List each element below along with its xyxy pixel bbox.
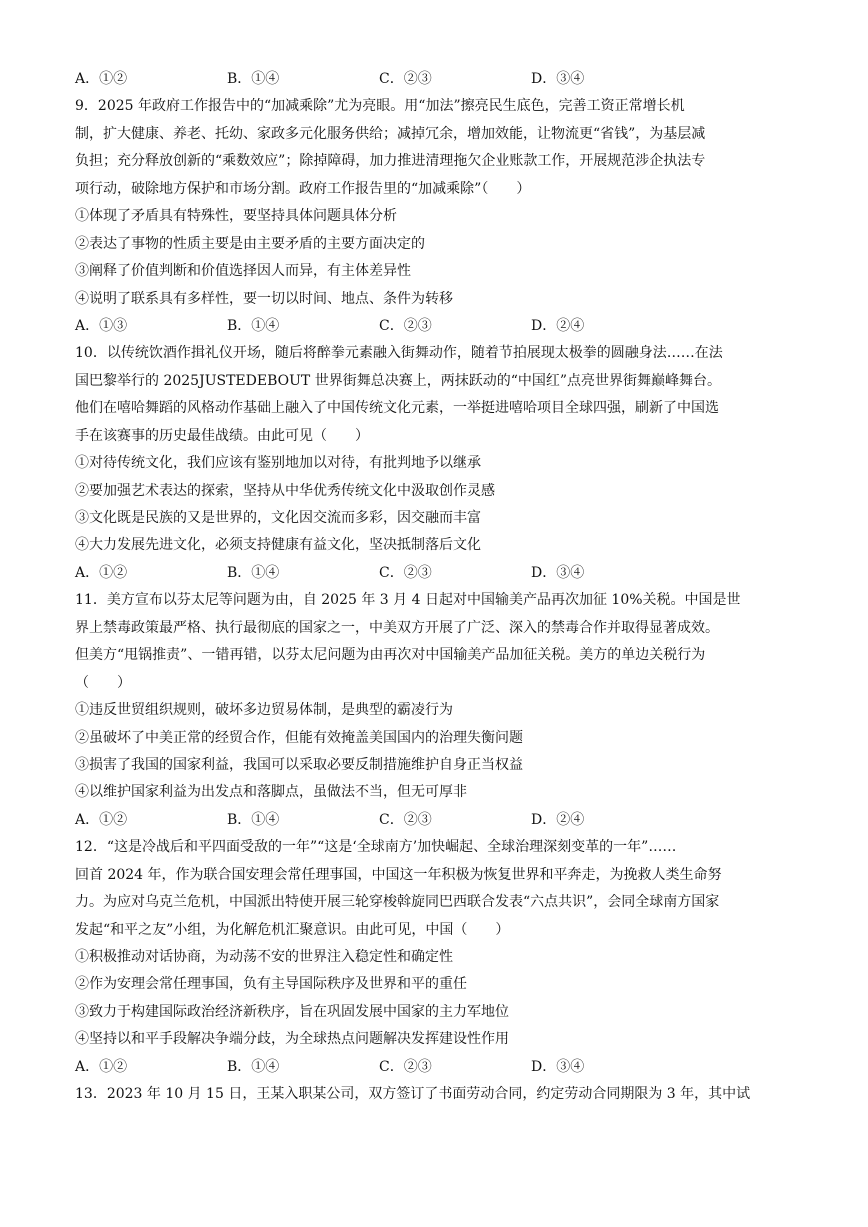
statement-item: ①体现了矛盾具有特殊性，要坚持具体问题具体分析 bbox=[75, 208, 397, 225]
answer-option: A．①② bbox=[75, 811, 128, 828]
answer-option: A．①② bbox=[75, 1058, 128, 1075]
answer-options bbox=[75, 1054, 795, 1081]
statement-item: ④说明了联系具有多样性，要一切以时间、地点、条件为转移 bbox=[75, 290, 453, 307]
answer-option: B．①④ bbox=[227, 1058, 280, 1075]
question-list bbox=[75, 66, 795, 1109]
question-stem-line: 项行动，破除地方保护和市场分割。政府工作报告里的“加减乘除”（ ） bbox=[75, 180, 531, 197]
statement-item: ②作为安理会常任理事国，负有主导国际秩序及世界和平的重任 bbox=[75, 976, 467, 993]
answer-option: B．①④ bbox=[227, 811, 280, 828]
answer-option: A．①② bbox=[75, 71, 128, 87]
question-13 bbox=[75, 1081, 795, 1108]
answer-option: C．②③ bbox=[379, 317, 432, 334]
statement-item: ②要加强艺术表达的探索，坚持从中华优秀传统文化中汲取创作灵感 bbox=[75, 482, 495, 499]
question-stem-line: 国巴黎举行的 2025JUSTEDEBOUT 世界街舞总决赛上，两抹跃动的“中国红”点亮世界街舞巅峰舞台。 bbox=[75, 372, 722, 389]
question-stem-line: 但美方“甩锅推责”、一错再错，以芬太尼问题为由再次对中国输美产品加征关税。美方的单边关税行为 bbox=[75, 647, 706, 664]
answer-options bbox=[75, 313, 795, 340]
statement-item: ③损害了我国的国家利益，我国可以采取必要反制措施维护自身正当权益 bbox=[75, 756, 523, 773]
statement-item: ③文化既是民族的又是世界的，文化因交流而多彩，因交融而丰富 bbox=[75, 510, 481, 526]
question-stem-line: 制，扩大健康、养老、托幼、家政多元化服务供给；减掉冗余，增加效能，让物流更“省钱”，为基层减 bbox=[75, 125, 706, 142]
answer-option: C．②③ bbox=[379, 811, 432, 828]
answer-option: B．①④ bbox=[227, 71, 280, 87]
answer-option: D．③④ bbox=[531, 1058, 585, 1075]
question-stem-line: 12．“这是冷战后和平四面受敌的一年”“这是‘全球南方’加快崛起、全球治理深刻变革的一年”…… bbox=[75, 839, 677, 856]
statement-item: ③阐释了价值判断和价值选择因人而异，有主体差异性 bbox=[75, 263, 411, 280]
statement-item: ④坚持以和平手段解决争端分歧，为全球热点问题解决发挥建设性作用 bbox=[75, 1031, 509, 1048]
question-stem-line: 9．2025 年政府工作报告中的“加减乘除”尤为亮眼。用“加法”擦亮民生底色，完善工资正常增长机 bbox=[75, 98, 685, 115]
question-12 bbox=[75, 834, 795, 1081]
question-stem-line: （ ） bbox=[75, 674, 131, 691]
statement-item: ④大力发展先进文化，必须支持健康有益文化，坚决抵制落后文化 bbox=[75, 537, 481, 554]
question-stem-line: 负担；充分释放创新的“乘数效应”；除掉障碍，加力推进清理拖欠企业账款工作，开展规范涉企执法专 bbox=[75, 153, 706, 170]
statement-item: ②虽破坏了中美正常的经贸合作，但能有效掩盖美国国内的治理失衡问题 bbox=[75, 729, 523, 746]
answer-options bbox=[75, 807, 795, 834]
answer-option: C．②③ bbox=[379, 71, 432, 87]
statement-item: ①违反世贸组织规则，破坏多边贸易体制，是典型的霸凌行为 bbox=[75, 702, 453, 719]
answer-option: D．②④ bbox=[531, 317, 585, 334]
answer-option: B．①④ bbox=[227, 317, 280, 334]
question-stem-line: 力。为应对乌克兰危机，中国派出特使开展三轮穿梭斡旋同巴西联合发表“六点共识”，会同全球南方国家 bbox=[75, 894, 720, 911]
question-stem-line: 发起“和平之友”小组，为化解危机汇聚意识。由此可见，中国（ ） bbox=[75, 921, 510, 938]
question-stem-line: 13．2023 年 10 月 15 日，王某入职某公司，双方签订了书面劳动合同，约定劳动合同期限为 3 年，其中试 bbox=[75, 1086, 751, 1103]
statement-item: ②表达了事物的性质主要是由主要矛盾的主要方面决定的 bbox=[75, 235, 425, 252]
answer-option: A．①② bbox=[75, 564, 128, 581]
question-11 bbox=[75, 587, 795, 834]
statement-item: ③致力于构建国际政治经济新秩序，旨在巩固发展中国家的主力军地位 bbox=[75, 1003, 509, 1020]
question-stem-line: 11．美方宣布以芬太尼等问题为由，自 2025 年 3 月 4 日起对中国输美产品再次加征 10%关税。中国是世 bbox=[75, 592, 741, 609]
question-10 bbox=[75, 340, 795, 587]
answer-option: D．③④ bbox=[531, 564, 585, 581]
question-prev bbox=[75, 66, 795, 93]
answer-option: D．③④ bbox=[531, 71, 585, 87]
answer-option: C．②③ bbox=[379, 1058, 432, 1075]
statement-item: ①对待传统文化，我们应该有鉴别地加以对待，有批判地予以继承 bbox=[75, 455, 481, 472]
answer-option: C．②③ bbox=[379, 564, 432, 581]
answer-options bbox=[75, 66, 795, 93]
answer-option: B．①④ bbox=[227, 564, 280, 581]
question-stem-line: 回首 2024 年，作为联合国安理会常任理事国，中国这一年积极为恢复世界和平奔走，为挽救人类生命努 bbox=[75, 866, 722, 883]
question-stem-line: 10．以传统饮酒作揖礼仪开场，随后将醉拳元素融入街舞动作，随着节拍展现太极拳的圆融身法……在法 bbox=[75, 345, 723, 362]
statement-item: ④以维护国家利益为出发点和落脚点，虽做法不当，但无可厚非 bbox=[75, 784, 467, 801]
question-stem-line: 界上禁毒政策最严格、执行最彻底的国家之一，中美双方开展了广泛、深入的禁毒合作并取得显著成效。 bbox=[75, 619, 719, 636]
statement-item: ①积极推动对话协商，为动荡不安的世界注入稳定性和确定性 bbox=[75, 949, 453, 965]
question-9 bbox=[75, 93, 795, 340]
answer-option: D．②④ bbox=[531, 811, 585, 828]
answer-option: A．①③ bbox=[75, 317, 128, 334]
question-stem-line: 他们在嘻哈舞蹈的风格动作基础上融入了中国传统文化元素，一举挺进嘻哈项目全球四强，刷新了中国选 bbox=[75, 400, 719, 417]
question-stem-line: 手在该赛事的历史最佳战绩。由此可见（ ） bbox=[75, 427, 369, 444]
answer-options bbox=[75, 560, 795, 587]
